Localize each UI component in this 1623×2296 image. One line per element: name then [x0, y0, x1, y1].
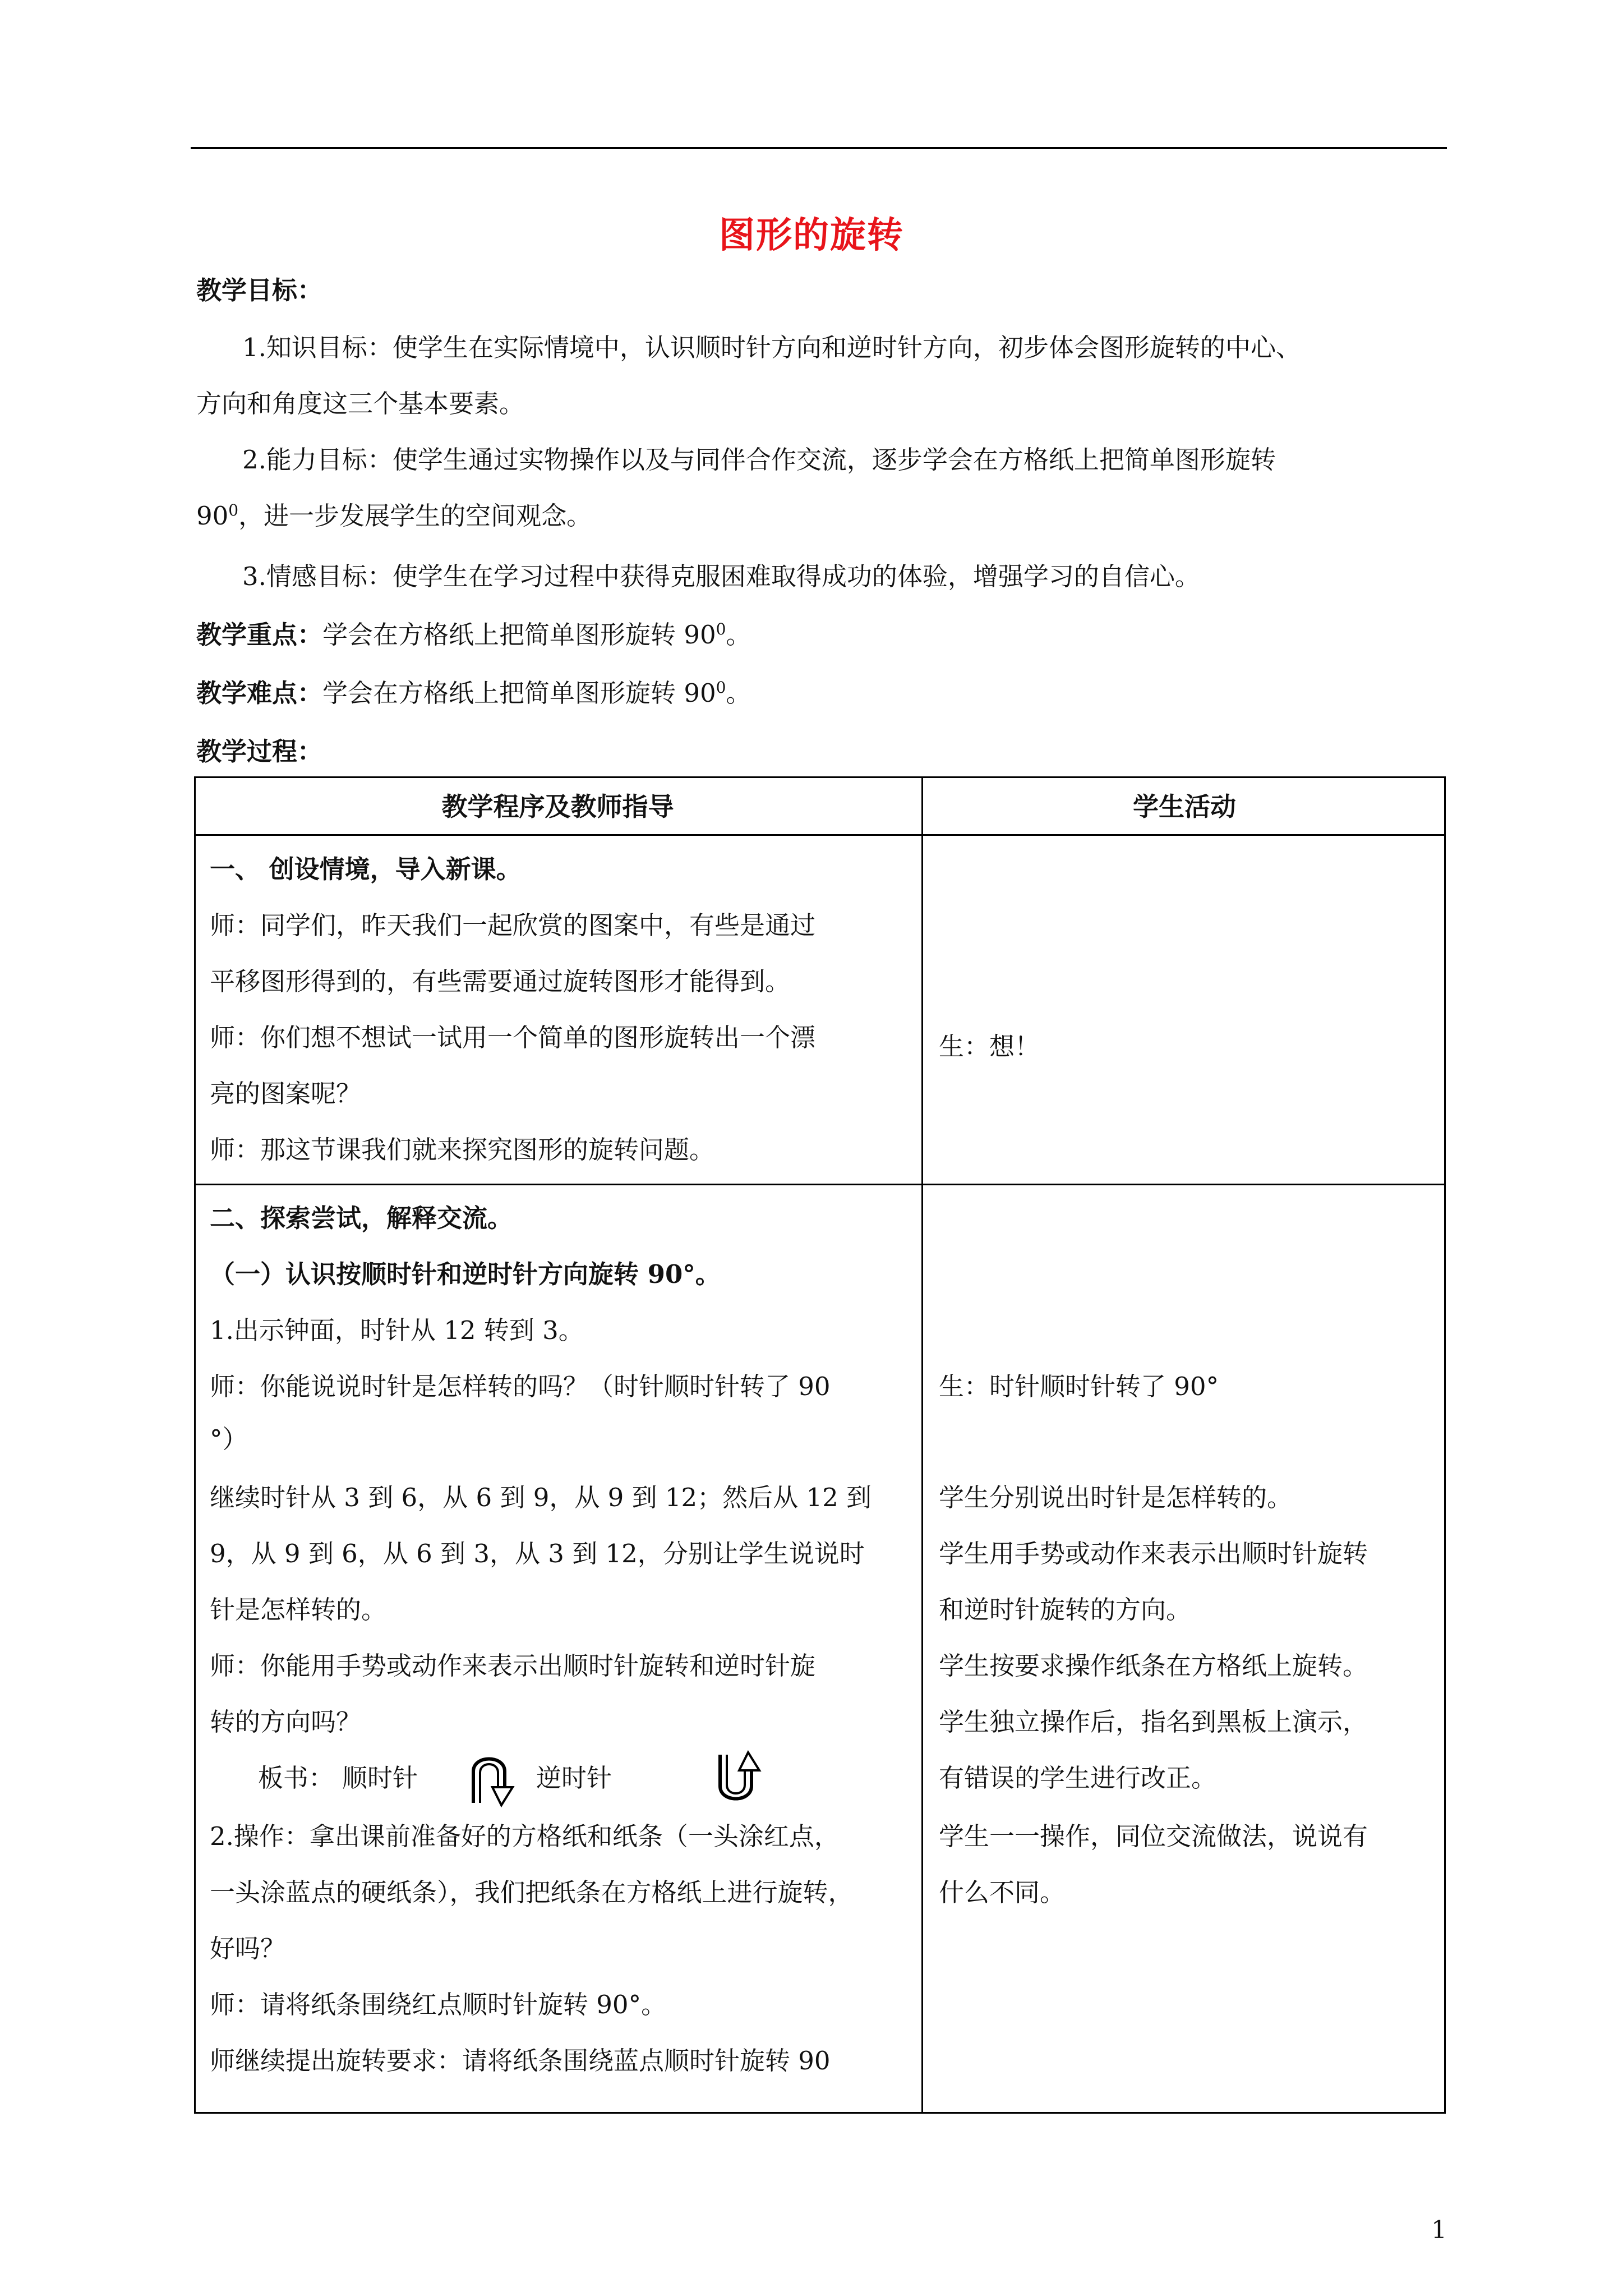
- table-row-divider: [194, 1184, 1446, 1185]
- section-2-line: 师继续提出旋转要求：请将纸条围绕蓝点顺时针旋转 90: [210, 2046, 831, 2076]
- student-activity: 生：想！: [939, 1032, 1040, 1061]
- student-activity: 和逆时针旋转的方向。: [939, 1595, 1192, 1625]
- header-rule: [191, 147, 1447, 149]
- section-1-line: 师：你们想不想试一试用一个简单的图形旋转出一个漂: [210, 1023, 816, 1052]
- board-writing-label: 板书：: [258, 1763, 334, 1793]
- objective-2-line-2: $90^0$，进一步发展学生的空间观念。: [196, 501, 592, 531]
- section-2-line: 一头涂蓝点的硬纸条），我们把纸条在方格纸上进行旋转，: [210, 1878, 854, 1907]
- student-activity: 学生独立操作后，指名到黑板上演示，: [939, 1707, 1368, 1737]
- objectives-label: 教学目标：: [196, 275, 323, 305]
- section-2-line: 好吗？: [210, 1934, 286, 1963]
- table-column-divider: [921, 776, 923, 2114]
- difficulty-point: 教学难点：学会在方格纸上把简单图形旋转 $90^0$。: [196, 678, 751, 708]
- section-1-heading: 一、 创设情境，导入新课。: [210, 854, 522, 884]
- section-1-line: 平移图形得到的，有些需要通过旋转图形才能得到。: [210, 967, 791, 996]
- table-header-teacher: 教学程序及教师指导: [441, 792, 674, 822]
- student-activity: 学生一一操作，同位交流做法，说说有: [939, 1821, 1368, 1851]
- section-2-line: 针是怎样转的。: [210, 1595, 387, 1625]
- student-activity: 学生按要求操作纸条在方格纸上旋转。: [939, 1651, 1368, 1681]
- objective-3: 3.情感目标：使学生在学习过程中获得克服困难取得成功的体验，增强学习的自信心。: [242, 562, 1200, 591]
- student-activity: 什么不同。: [939, 1878, 1066, 1907]
- key-point: 教学重点：学会在方格纸上把简单图形旋转 $90^0$。: [196, 620, 751, 650]
- section-2-line: 继续时针从 3 到 6，从 6 到 9，从 9 到 12；然后从 12 到: [210, 1483, 872, 1512]
- table-header-divider: [194, 834, 1446, 836]
- counterclockwise-arrow-icon: [712, 1749, 768, 1809]
- student-activity: 学生用手势或动作来表示出顺时针旋转: [939, 1539, 1368, 1568]
- board-counterclockwise-label: 逆时针: [536, 1763, 612, 1793]
- objective-1-line-2: 方向和角度这三个基本要素。: [196, 389, 525, 418]
- student-activity: 生：时针顺时针转了 90°: [939, 1372, 1219, 1401]
- page-title: 图形的旋转: [719, 214, 904, 256]
- process-label: 教学过程：: [196, 737, 323, 766]
- clockwise-arrow-icon: [465, 1749, 522, 1809]
- section-2-line: 师：你能说说时针是怎样转的吗？（时针顺时针转了 90: [210, 1372, 831, 1401]
- section-1-line: 师：那这节课我们就来探究图形的旋转问题。: [210, 1135, 715, 1165]
- board-clockwise-label: 顺时针: [342, 1763, 418, 1793]
- section-2-line: 转的方向吗？: [210, 1707, 362, 1737]
- table-header-student: 学生活动: [1133, 792, 1236, 822]
- section-1-line: 师：同学们，昨天我们一起欣赏的图案中，有些是通过: [210, 910, 816, 940]
- page-number: 1: [1431, 2216, 1447, 2244]
- student-activity: 学生分别说出时针是怎样转的。: [939, 1483, 1293, 1512]
- objective-1-line-1: 1.知识目标：使学生在实际情境中，认识顺时针方向和逆时针方向，初步体会图形旋转的中心、: [242, 333, 1301, 362]
- section-2-heading: 二、探索尝试，解释交流。: [210, 1203, 513, 1233]
- section-2-line: 师：你能用手势或动作来表示出顺时针旋转和逆时针旋: [210, 1651, 816, 1681]
- section-2-line: 师：请将纸条围绕红点顺时针旋转 90°。: [210, 1990, 667, 2019]
- section-2-line: 2.操作：拿出课前准备好的方格纸和纸条（一头涂红点，: [210, 1821, 840, 1851]
- objective-2-line-1: 2.能力目标：使学生通过实物操作以及与同伴合作交流，逐步学会在方格纸上把简单图形旋转: [242, 445, 1276, 475]
- section-2-line: 9，从 9 到 6，从 6 到 3，从 3 到 12，分别让学生说说时: [210, 1539, 865, 1568]
- section-2-line: °）: [210, 1424, 248, 1454]
- section-2-line: 1.出示钟面，时针从 12 转到 3。: [210, 1315, 584, 1345]
- section-1-line: 亮的图案呢？: [210, 1079, 362, 1108]
- student-activity: 有错误的学生进行改正。: [939, 1763, 1217, 1793]
- section-2-subheading: （一）认识按顺时针和逆时针方向旋转 90°。: [210, 1259, 721, 1289]
